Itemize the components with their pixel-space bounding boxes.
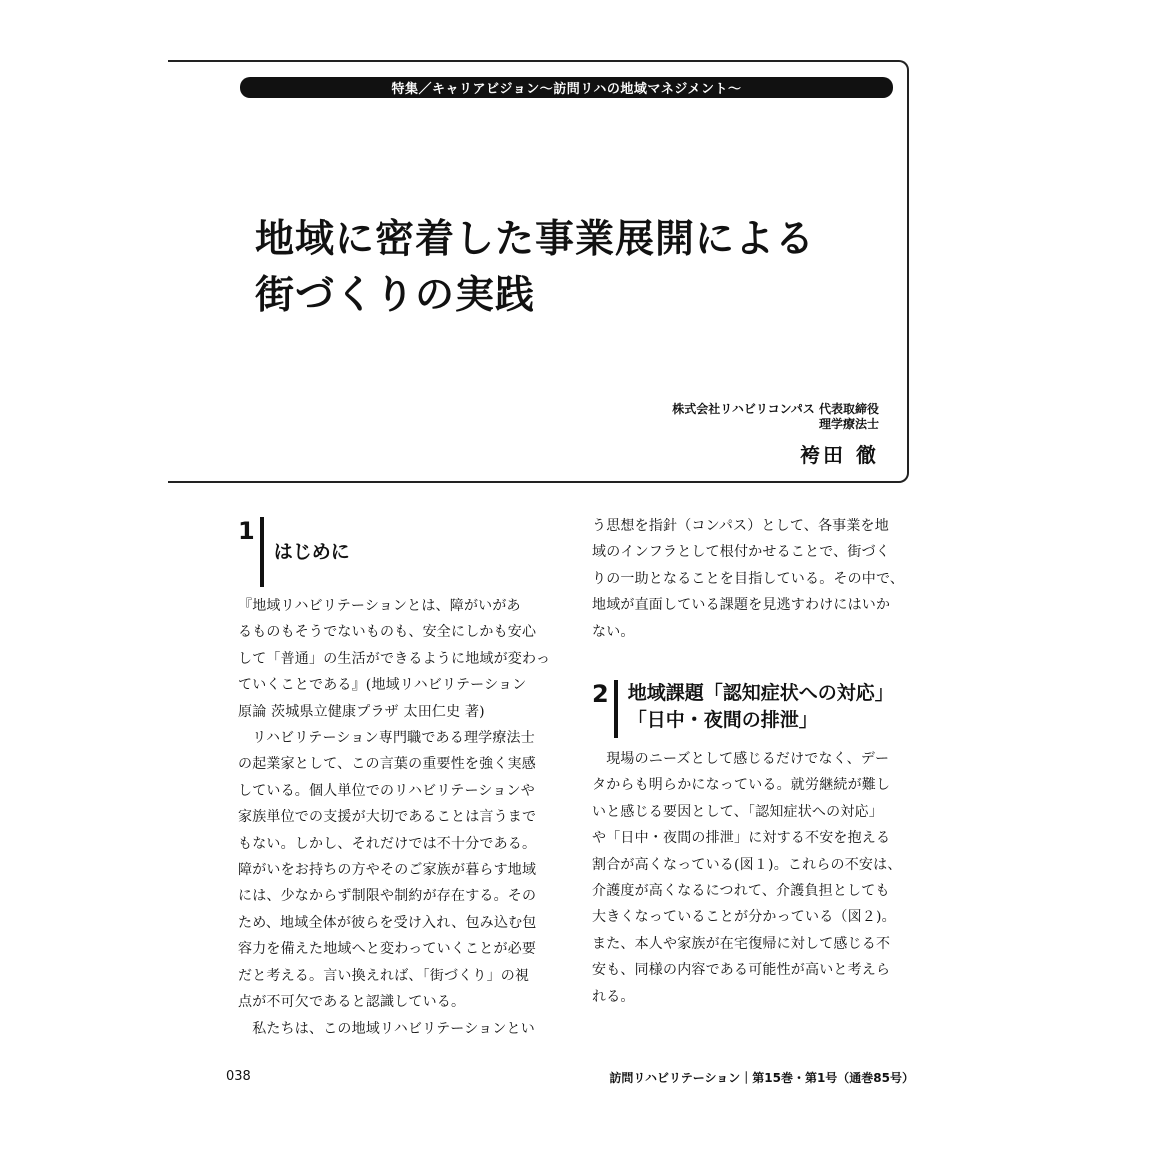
text-line: 域のインフラとして根付かせることで、街づく (592, 544, 890, 561)
affiliation-line2: 理学療法士 (818, 417, 879, 431)
author-name: 袴田 徹 (800, 443, 879, 467)
right-column-text-bottom (592, 746, 914, 1010)
text-line: だと考える。言い換えれば、「街づくり」の視 (238, 967, 530, 984)
author-affiliation (672, 402, 879, 432)
section2-number: 2 (592, 680, 609, 708)
text-line: 家族単位での支援が大切であることは言うまで (238, 809, 537, 826)
text-line: 安も、同様の内容である可能性が高いと考えら (592, 962, 891, 979)
article-title (255, 212, 895, 324)
text-line: 原論 茨城県立健康プラザ 太田仁史 著) (238, 703, 485, 720)
text-line: 私たちは、この地域リハビリテーションとい (238, 1020, 535, 1037)
text-line: ため、地域全体が彼らを受け入れ、包み込む包 (238, 914, 537, 931)
text-line: の起業家として、この言葉の重要性を強く実感 (238, 756, 536, 773)
text-line: 地域が直面している課題を見逃すわけにはいか (592, 597, 891, 614)
text-line: 障がいをお持ちの方やそのご家族が暮らす地域 (238, 862, 537, 879)
text-line: もない。しかし、それだけでは不十分である。 (238, 835, 537, 852)
text-line: には、少なからず制限や制約が存在する。その (238, 888, 537, 905)
text-line: 現場のニーズとして感じるだけでなく、デー (592, 751, 890, 767)
feature-label-bar (240, 77, 893, 98)
left-column-text (238, 593, 560, 1042)
text-line: 割合が高くなっている(図１)。これらの不安は、 (592, 856, 902, 873)
text-line: や「日中・夜間の排泄」に対する不安を抱える (592, 830, 891, 847)
text-line: 『地域リハビリテーションとは、障がいがあ (238, 598, 521, 614)
section1-bar (260, 517, 264, 587)
text-line: 介護度が高くなるにつれて、介護負担としても (592, 883, 890, 900)
text-line: 点が不可欠であると認識している。 (238, 994, 466, 1011)
text-line: 大きくなっていることが分かっている（図２)。 (592, 909, 896, 926)
text-line: また、本人や家族が在宅復帰に対して感じる不 (592, 935, 891, 952)
text-line: ない。 (592, 623, 635, 640)
section2-title-line2: 「日中・夜間の排泄」 (627, 709, 818, 731)
section1-title: はじめに (273, 541, 350, 563)
text-line: タからも明らかになっている。就労継続が難し (592, 777, 891, 794)
text-line: して「普通」の生活ができるように地域が変わっ (238, 650, 551, 667)
section2-bar (614, 680, 618, 738)
text-line: う思想を指針（コンパス）として、各事業を地 (592, 518, 889, 534)
article-title-line1: 地域に密着した事業展開による (255, 217, 816, 262)
article-title-line2: 街づくりの実践 (255, 273, 536, 318)
right-column-text-top (592, 513, 914, 645)
text-line: ていくことである』(地域リハビリテーション (238, 677, 527, 694)
feature-label: 特集／キャリアビジョン〜訪問リハの地域マネジメント〜 (391, 82, 742, 97)
text-line: いと感じる要因として、「認知症状への対応」 (592, 803, 883, 820)
text-line: している。個人単位でのリハビリテーションや (238, 782, 535, 799)
journal-info: 訪問リハビリテーション｜第15巻・第1号（通巻85号） (609, 1071, 914, 1085)
text-line: 容力を備えた地域へと変わっていくことが必要 (238, 941, 537, 958)
text-line: りの一助となることを目指している。その中で、 (592, 570, 905, 587)
section2-title-line1: 地域課題「認知症状への対応」 (627, 682, 894, 704)
text-line: れる。 (592, 988, 635, 1005)
page-number: 038 (226, 1069, 251, 1084)
text-line: るものもそうでないものも、安全にしかも安心 (238, 624, 537, 641)
affiliation-line1: 株式会社リハビリコンパス 代表取締役 (672, 402, 879, 416)
section2-title (628, 680, 894, 734)
section1-number: 1 (238, 517, 255, 545)
section1-heading (238, 517, 350, 587)
text-line: リハビリテーション専門職である理学療法士 (238, 730, 535, 747)
section2-heading (592, 680, 894, 738)
